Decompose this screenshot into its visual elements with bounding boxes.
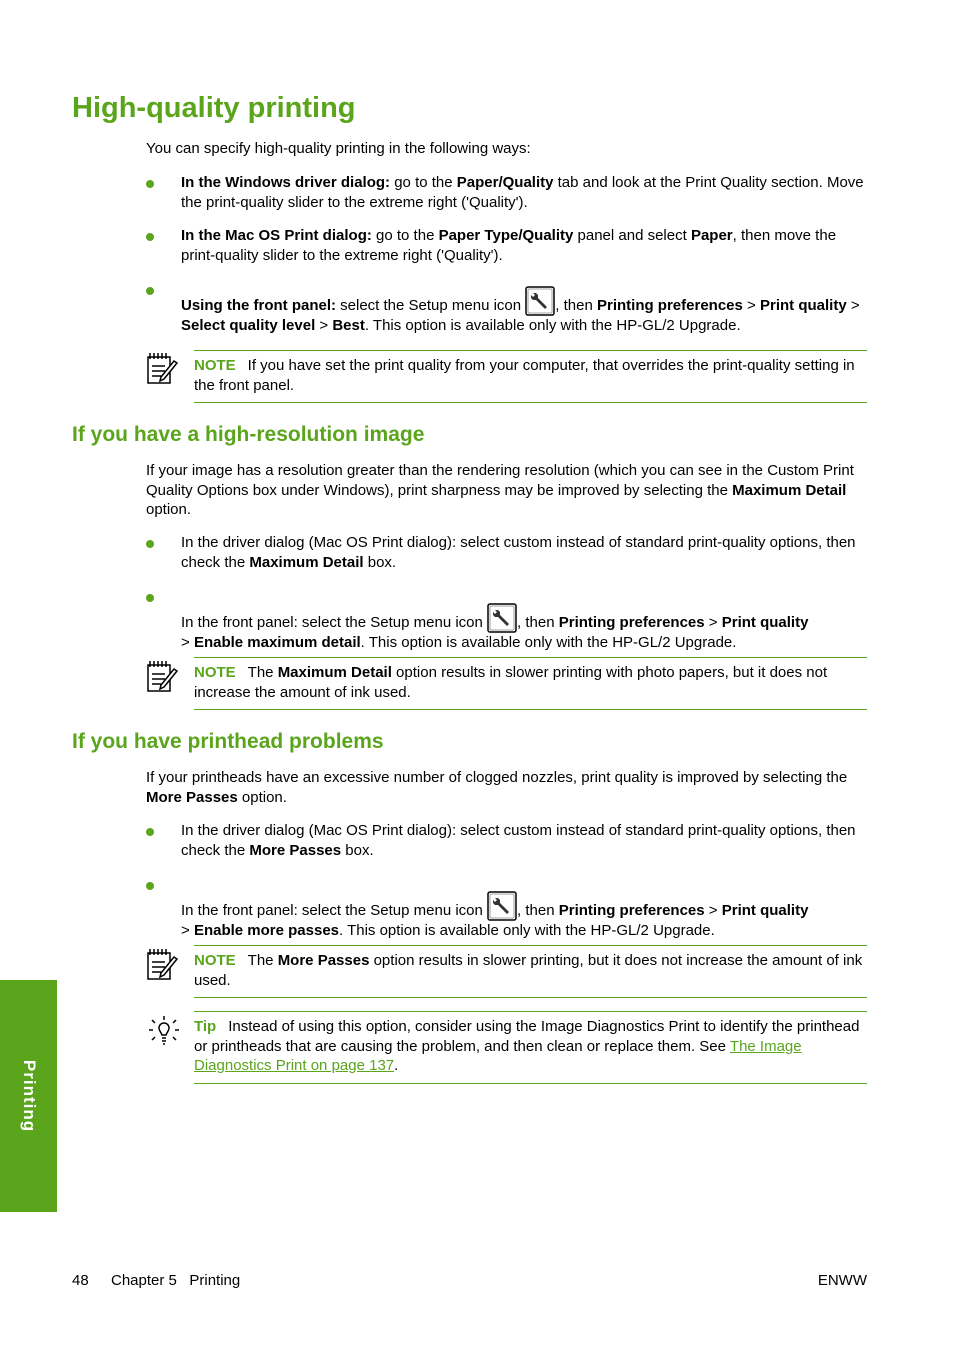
bullet-front-panel: In the front panel: select the Setup menu icon , then Printing preferences > Print quality > Enable maximum detail. This option is available only with the HP-GL/2 Upgrade. [181, 603, 868, 653]
high-resolution-paragraph: If your image has a resolution greater than the rendering resolution (which you can see in the Custom Print Quality Options box under Windows), print sharpness may be improved by selecting the Maximum Detail option. [146, 462, 854, 518]
setup-wrench-icon [487, 891, 517, 921]
bullet-marker [146, 233, 154, 241]
lightbulb-icon [146, 1014, 182, 1050]
bullet-front-panel: Using the front panel: select the Setup menu icon , then Printing preferences > Print quality > Select quality level > Best. This option is available only with the HP-GL/2 Upgrade. [181, 296, 868, 336]
bullet-marker [146, 882, 154, 890]
note-icon [145, 659, 179, 693]
tip-box: Tip Instead of using this option, consider using the Image Diagnostics Print to identify the printhead or printheads that are causing the problem, and then clean or replace them. See The Image Diagnostics Print on page 137. [194, 1011, 867, 1084]
footer-locale: ENWW [817, 1272, 867, 1289]
intro-text: You can specify high-quality printing in the following ways: [146, 140, 531, 157]
bullet-marker [146, 180, 154, 188]
bullet-marker [146, 828, 154, 836]
chapter-side-tab [0, 980, 57, 1212]
note-box: NOTE The More Passes option results in slower printing, but it does not increase the amount of ink used. [194, 945, 867, 998]
bullet-marker [146, 287, 154, 295]
footer-chapter: Chapter 5 Printing [111, 1272, 241, 1289]
image-diagnostics-link[interactable]: The Image Diagnostics Print on page 137 [194, 1037, 802, 1074]
footer-page-number: 48 [72, 1272, 89, 1289]
bullet-marker [146, 540, 154, 548]
heading-high-resolution: If you have a high-resolution image [72, 423, 425, 446]
setup-wrench-icon [525, 286, 555, 316]
heading-printhead-problems: If you have printhead problems [72, 730, 384, 753]
bullet-windows-driver: In the Windows driver dialog: go to the Paper/Quality tab and look at the Print Quality section. Move the print-quality slider to the extreme right ('Quality'). [181, 174, 864, 211]
bullet-mac-os: In the Mac OS Print dialog: go to the Paper Type/Quality panel and select Paper, then move the print-quality slider to the extreme right ('Quality'). [181, 227, 837, 264]
note-box: NOTE The Maximum Detail option results in slower printing with photo papers, but it does not increase the amount of ink used. [194, 657, 867, 710]
side-tab-label: Printing [19, 1059, 39, 1133]
note-icon [145, 351, 179, 385]
printhead-paragraph: If your printheads have an excessive number of clogged nozzles, print quality is improved by selecting the More Passes option. [146, 769, 848, 806]
note-icon [145, 947, 179, 981]
setup-wrench-icon [487, 603, 517, 633]
page-title: High-quality printing [72, 92, 356, 124]
note-box: NOTE If you have set the print quality from your computer, that overrides the print-quality setting in the front panel. [194, 350, 867, 403]
bullet-driver-dialog: In the driver dialog (Mac OS Print dialog): select custom instead of standard print-quality options, then check the Maximum Detail box. [181, 534, 856, 571]
bullet-driver-dialog: In the driver dialog (Mac OS Print dialog): select custom instead of standard print-quality options, then check the More Passes box. [181, 822, 856, 859]
bullet-marker [146, 594, 154, 602]
bullet-front-panel: In the front panel: select the Setup menu icon , then Printing preferences > Print quality > Enable more passes. This option is available only with the HP-GL/2 Upgrade. [181, 891, 868, 941]
